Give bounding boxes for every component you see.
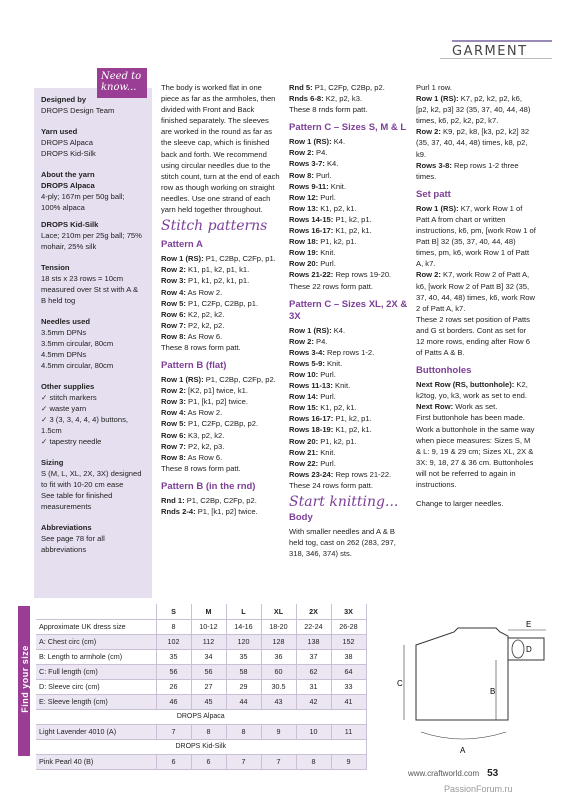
table-row: Light Lavender 4010 (A) 7 8 8 9 10 11 (36, 724, 366, 739)
label-c: C (397, 679, 403, 688)
body-heading: Body (289, 512, 313, 524)
pattern-row: Row 1 (RS): K4. (289, 137, 346, 147)
pattern-row: Row 15: K1, p2, k1. (289, 403, 357, 413)
pattern-row: Rnds 6-8: K2, p2, k3. (289, 94, 363, 104)
pattern-row: Row 8: As Row 6. (161, 452, 223, 462)
body-paragraph: With smaller needles and A & B held tog, cast on 262 (283, 297, 318, 346, 374) sts. (289, 527, 396, 559)
pattern-row: Row 13: K1, p2, k1. (289, 203, 357, 213)
table-row: Approximate UK dress size 8 10-12 14-16 18-20 22-24 26-28 (36, 619, 366, 634)
intro-paragraph: The body is worked flat in one piece as far as the armholes, then divided with Front and Back finished separately. The sleeves are worked in the round as far as the sleeve cap, which is finished back and forth. We recommend using circular needles due to the stitch count, turn at the end of each row as though working on straight needles. Use one strand of each yarn held together throughout. (161, 83, 280, 215)
garment-diagram (396, 620, 556, 760)
needles-heading: Needles used (41, 317, 90, 326)
pattern-row: Row 2: K1, p1, k2, p1, k1. (161, 265, 250, 275)
designed-by-heading: Designed by (41, 95, 87, 104)
tension-heading: Tension (41, 263, 70, 272)
footer: www.craftworld.com 53 (408, 768, 499, 779)
pattern-row: Row 7: P2, k2, p3. (161, 441, 225, 451)
pattern-row: Row 2: K9, p2, k8, [k3, p2, k2] 32 (35, 37, 40, 44, 48) times, k8, p2, k9. (416, 127, 530, 159)
page-number: 53 (487, 768, 499, 779)
pattern-row: Row 2: K7, work Row 2 of Patt A, k6, [work Row 2 of Patt B] 32 (35, 37, 40, 44, 48) times, k6, work Row 2 of Patt A, k7. (416, 270, 536, 313)
pattern-row: Rows 14-15: P1, k2, p1. (289, 214, 372, 224)
supply-item: ✓ 3 (3, 3, 4, 4, 4) buttons, 1.5cm (41, 415, 128, 435)
pattern-row: Row 4: As Row 2. (161, 408, 223, 418)
yarn-item: DROPS Kid-Silk (41, 149, 96, 158)
pattern-row: Row 21: Knit. (289, 447, 336, 457)
pattern-row: Row 20: Purl. (289, 259, 336, 269)
designed-by: DROPS Design Team (41, 106, 115, 115)
border-rows (416, 93, 536, 182)
pattern-c-xl-heading: Pattern C – Sizes XL, 2X & 3X (289, 298, 408, 322)
pattern-row: Rows 16-17: K1, p2, k1. (289, 226, 372, 236)
buttonhole-next-row: Next Row: Work as set. (416, 402, 498, 412)
supplies-heading: Other supplies (41, 382, 95, 391)
pattern-row: Row 1 (RS): K7, work Row 1 of Patt A from chart or written instructions, k6, pm, [work Row 1 of Patt B] 32 (35, 37, 40, 44, 48) times, pm, k6, work Row 1 of Patt A, k7. (416, 203, 536, 269)
pattern-row: Row 18: P1, k2, p1. (289, 237, 357, 247)
pattern-row: Rows 5-9: Knit. (289, 358, 343, 368)
a-measure (421, 732, 506, 739)
table-row: C: Full length (cm) 56 56 58 60 62 64 (36, 664, 366, 679)
start-knitting-title: Start knitting... (289, 494, 399, 510)
find-your-size-tab: Find your size (18, 606, 30, 756)
sizing-info-2: See table for finished measurements (41, 491, 113, 511)
section-header: GARMENT (452, 40, 552, 59)
pattern-c-sml-rows (289, 136, 409, 280)
pattern-b-rnd-end: These 8 rnds form patt. (289, 105, 368, 115)
needle-item: 4.5mm circular, 80cm (41, 361, 114, 370)
kidsilk-heading: DROPS Kid-Silk (41, 220, 99, 229)
yarn-heading: Yarn used (41, 127, 78, 136)
pattern-row: Rows 11-13: Knit. (289, 381, 351, 391)
pattern-row: Row 5: P1, C2Fp, C2Bp, p2. (161, 419, 259, 429)
garment-outline (416, 628, 508, 720)
table-row: B: Length to armhole (cm) 35 34 35 36 37 38 (36, 649, 366, 664)
pattern-row: Row 1 (RS): K4. (289, 325, 346, 335)
pattern-row: Row 1 (RS): P1, C2Bp, C2Fp, p1. (161, 254, 276, 264)
supply-item: ✓ stitch markers (41, 393, 97, 402)
table-row: E: Sleeve length (cm) 46 45 44 43 42 41 (36, 694, 366, 709)
label-d: D (526, 645, 532, 654)
label-b: B (490, 687, 496, 696)
tension-info: 18 sts x 23 rows = 10cm measured over St st with A & B held tog (41, 274, 139, 305)
pattern-row: Row 14: Purl. (289, 392, 336, 402)
pattern-row: Row 2: P4. (289, 148, 328, 158)
set-patt-end: These 2 rows set position of Patts and G st borders. Cont as set for 12 more rows, ending after Row 6 of Patts A & B. (416, 314, 530, 358)
pattern-row: Row 2: [K2, p1] twice, k1. (161, 386, 248, 396)
pattern-row: Rnd 5: P1, C2Fp, C2Bp, p2. (289, 83, 385, 92)
abbreviations-heading: Abbreviations (41, 523, 92, 532)
pattern-row: Rows 3-4: Rep rows 1-2. (289, 347, 375, 357)
pattern-row: Row 10: Purl. (289, 369, 336, 379)
supply-item: ✓ tapestry needle (41, 437, 102, 446)
pattern-row: Rnd 1: P1, C2Bp, C2Fp, p2. (161, 495, 257, 505)
about-yarn-heading: About the yarn (41, 170, 95, 179)
pattern-row: Row 22: Purl. (289, 458, 336, 468)
pattern-row: Rnds 2-4: P1, [k1, p2] twice. (161, 507, 258, 516)
pattern-row: Row 1 (RS): P1, C2Bp, C2Fp, p2. (161, 375, 276, 385)
abbreviations-info: See page 78 for all abbreviations (41, 534, 105, 554)
pattern-row: Row 7: P2, k2, p2. (161, 320, 225, 330)
need-to-know-sidebar (34, 88, 152, 598)
column-2 (289, 82, 409, 559)
pattern-b-flat-heading: Pattern B (flat) (161, 360, 227, 372)
alpaca-info: 4-ply; 167m per 50g ball; 100% alpaca (41, 192, 125, 212)
set-patt-heading: Set patt (416, 188, 451, 200)
pattern-row: Rows 21-22: Rep rows 19-20. (289, 270, 392, 280)
buttonhole-text: First buttonhole has been made. Work a buttonhole in the same way when piece measures: Sizes S, M & L: 9, 19 & 29 cm; Sizes XL, 2X & 3X: 9, 18, 27 & 36 cm. Buttonholes will not be referred to again in instructions. (416, 413, 535, 489)
pattern-c-sml-heading: Pattern C – Sizes S, M & L (289, 122, 407, 134)
column-3 (416, 82, 536, 509)
needle-item: 4.5mm DPNs (41, 350, 87, 359)
pattern-row: Row 5: P1, C2Fp, C2Bp, p1. (161, 298, 259, 308)
alpaca-heading: DROPS Alpaca (41, 181, 95, 190)
pattern-row: Row 19: Knit. (289, 248, 336, 258)
size-table (36, 604, 367, 770)
pattern-row: Rows 3-7: K4. (289, 159, 339, 169)
table-section-row: DROPS Kid-Silk (36, 739, 366, 754)
column-1 (161, 82, 281, 517)
pattern-a-rows (161, 253, 281, 342)
need-to-know-badge: Need to know... (97, 68, 147, 98)
pattern-row: Rows 9-11: Knit. (289, 181, 346, 191)
pattern-row: Row 6: K3, p2, k2. (161, 430, 225, 440)
purl-row: Purl 1 row. (416, 83, 452, 92)
pattern-row: Row 8: As Row 6. (161, 331, 223, 341)
pattern-row: Row 4: As Row 2. (161, 287, 223, 297)
table-row: A: Chest circ (cm) 102 112 120 128 138 152 (36, 634, 366, 649)
table-header-row: S M L XL 2X 3X (36, 604, 366, 619)
pattern-row: Row 6: K2, p2, k2. (161, 309, 225, 319)
label-e: E (526, 620, 532, 629)
kidsilk-info: Lace; 210m per 25g ball; 75% mohair, 25% silk (41, 231, 142, 251)
pattern-c-sml-end: These 22 rows form patt. (289, 281, 373, 291)
table-section-row: DROPS Alpaca (36, 709, 366, 724)
pattern-a-end: These 8 rows form patt. (161, 342, 241, 352)
buttonholes-heading: Buttonholes (416, 365, 472, 377)
needle-item: 3.5mm circular, 80cm (41, 339, 114, 348)
sizing-heading: Sizing (41, 458, 64, 467)
pattern-c-xl-end: These 24 rows form patt. (289, 480, 373, 490)
set-patt-rows (416, 203, 536, 314)
watermark: PassionForum.ru (444, 784, 513, 794)
pattern-b-rnd-rows (161, 495, 281, 517)
table-row: D: Sleeve circ (cm) 26 27 29 30.5 31 33 (36, 679, 366, 694)
pattern-row: Row 8: Purl. (289, 170, 332, 180)
pattern-a-heading: Pattern A (161, 239, 203, 251)
pattern-row: Rows 3-8: Rep rows 1-2 three times. (416, 160, 519, 181)
pattern-b-rnd-continued (289, 82, 409, 104)
pattern-row: Rows 16-17: P1, k2, p1. (289, 414, 372, 424)
table-row: Pink Pearl 40 (B) 6 6 7 7 8 9 (36, 754, 366, 769)
pattern-row: Row 3: P1, [k1, p2] twice. (161, 397, 248, 407)
pattern-b-rnd-heading: Pattern B (in the rnd) (161, 480, 256, 492)
pattern-row: Row 12: Purl. (289, 192, 336, 202)
buttonhole-row: Next Row (RS, buttonhole): K2, k2tog, yo, k3, work as set to end. (416, 380, 528, 401)
pattern-row: Row 1 (RS): K7, p2, k2, p2, k6, [p2, k2, p3] 32 (35, 37, 40, 44, 48) times, k6, p2, k2, p2, k7. (416, 94, 531, 126)
pattern-c-xl-rows (289, 325, 409, 480)
sleeve-circ (512, 640, 524, 658)
needle-item: 3.5mm DPNs (41, 328, 87, 337)
stitch-patterns-title: Stitch patterns (161, 218, 268, 235)
supply-item: ✓ waste yarn (41, 404, 87, 413)
pattern-row: Row 2: P4. (289, 336, 328, 346)
change-needles: Change to larger needles. (416, 499, 504, 509)
pattern-row: Rows 23-24: Rep rows 21-22. (289, 469, 392, 479)
yarn-item: DROPS Alpaca (41, 138, 93, 147)
pattern-row: Rows 18-19: K1, p2, k1. (289, 425, 372, 435)
pattern-b-end: These 8 rows form patt. (161, 463, 241, 473)
pattern-row: Row 3: P1, k1, p2, k1, p1. (161, 276, 250, 286)
sizing-info: S (M, L, XL, 2X, 3X) designed to fit with 10-20 cm ease (41, 469, 142, 489)
label-a: A (460, 746, 466, 755)
pattern-b-rows (161, 374, 281, 463)
pattern-row: Row 20: P1, k2, p1. (289, 436, 357, 446)
